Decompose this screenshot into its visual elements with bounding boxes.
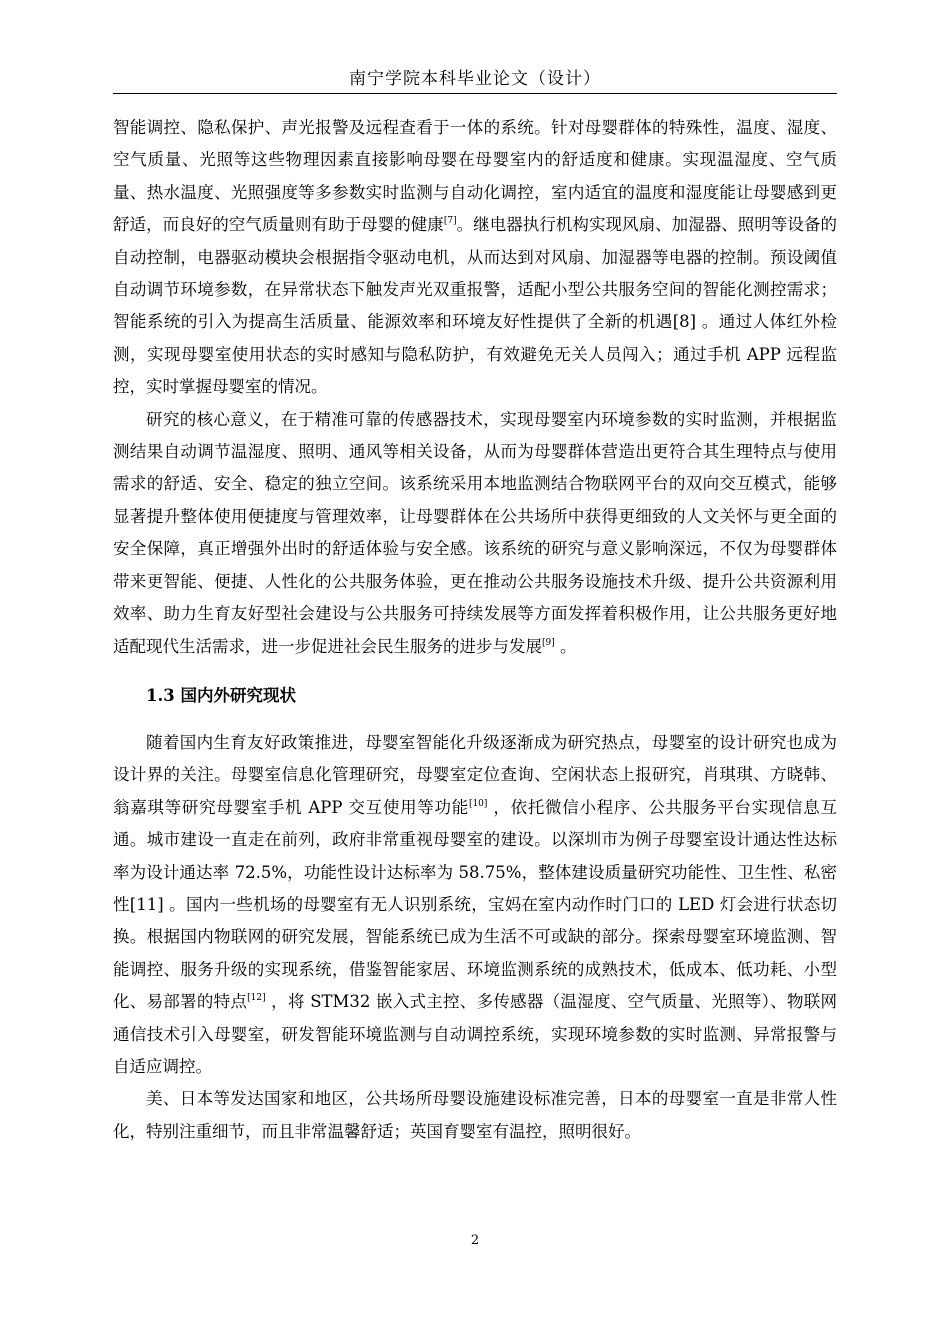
text-run: 。 xyxy=(554,636,577,656)
paragraph-domestic-research xyxy=(113,727,837,1083)
paragraph-significance xyxy=(113,404,837,663)
text-run: ，依托微信小程序、公共服务平台实现信息互通。城市建设一直走在前列，政府非常重视母婴室的建设。以深圳市为例子母婴室设计通达性达标率为设计通达率 72.5%，功能性设计达标率为 58.75%，整体建设质量研究功能性、卫生性、私密性[11] 。国内一些机场的母婴室有无人识别系统，宝妈在室内动作时门口的 LED 灯会进行状态切换。根据国内物联网的研究发展，智能系统已成为生活不可或缺的部分。探索母婴室环境监测、智能调控、服务升级的实现系统，借鉴智能家居、环境监测系统的成熟技术，低成本、低功耗、小型化、易部署的特点 xyxy=(113,797,837,1012)
text-run: 智能调控、隐私保护、声光报警及远程查看于一体的系统。针对母婴群体的特殊性，温度、湿度、空气质量、光照等这些物理因素直接影响母婴在母婴室内的舒适度和健康。实现温湿度、空气质量、热水温度、光照强度等多参数实时监测与自动化调控，室内适宜的温度和湿度能让母婴感到更舒适，而良好的空气质量则有助于母婴的健康 xyxy=(113,118,837,235)
header-rule xyxy=(113,93,837,94)
section-heading: 1.3 国内外研究现状 xyxy=(146,685,296,705)
text-run: 研究的核心意义，在于精准可靠的传感器技术，实现母婴室内环境参数的实时监测，并根据监测结果自动调节温湿度、照明、通风等相关设备，从而为母婴群体营造出更符合其生理特点与使用需求的舒适、安全、稳定的独立空间。该系统采用本地监测结合物联网平台的双向交互模式，能够显著提升整体使用便捷度与管理效率，让母婴群体在公共场所中获得更细致的人文关怀与更全面的安全保障，真正增强外出时的舒适体验与安全感。该系统的研究与意义影响深远，不仅为母婴群体带来更智能、便捷、人性化的公共服务体验，更在推动公共服务设施技术升级、提升公共资源利用效率、助力生育友好型社会建设与公共服务可持续发展等方面发挥着积极作用，让公共服务更好地适配现代生活需求，进一步促进社会民生服务的进步与发展 xyxy=(113,409,837,656)
citation-superscript: [7] xyxy=(443,216,457,227)
text-run: 美、日本等发达国家和地区，公共场所母婴设施建设标准完善，日本的母婴室一直是非常人性化，特别注重细节，而且非常温馨舒适；英国育婴室有温控，照明很好。 xyxy=(113,1089,837,1141)
text-run: 随着国内生育友好政策推进，母婴室智能化升级逐渐成为研究热点，母婴室的设计研究也成为设计界的关注。母婴室信息化管理研究，母婴室定位查询、空闲状态上报研究，肖琪琪、方晓韩、翁嘉琪等研究母婴室手机 APP 交互使用等功能 xyxy=(113,732,837,817)
page-number: 2 xyxy=(470,1233,480,1248)
text-run: ，将 STM32 嵌入式主控、多传感器（温湿度、空气质量、光照等）、物联网通信技术引入母婴室，研发智能环境监测与自动调控系统，实现环境参数的实时监测、异常报警与自适应调控。 xyxy=(113,992,838,1076)
paragraph-continued xyxy=(113,112,837,404)
text-run: 。继电器执行机构实现风扇、加湿器、照明等设备的自动控制，电器驱动模块会根据指令驱动电机，从而达到对风扇、加湿器等电器的控制。预设阈值自动调节环境参数，在异常状态下触发声光双重报警，适配小型公共服务空间的智能化测控需求；智能系统的引入为提高生活质量、能源效率和环境友好性提供了全新的机遇[8] 。通过人体红外检测，实现母婴室使用状态的实时感知与隐私防护，有效避免无关人员闯入；通过手机 APP 远程监控，实时掌握母婴室的情况。 xyxy=(113,215,838,397)
running-header: 南宁学院本科毕业论文（设计） xyxy=(349,69,601,89)
citation-superscript: [9] xyxy=(542,637,555,648)
body-text xyxy=(113,112,837,1148)
citation-superscript: [10] xyxy=(468,798,488,809)
paragraph-foreign-research xyxy=(113,1083,837,1148)
citation-superscript: [12] xyxy=(247,993,266,1004)
